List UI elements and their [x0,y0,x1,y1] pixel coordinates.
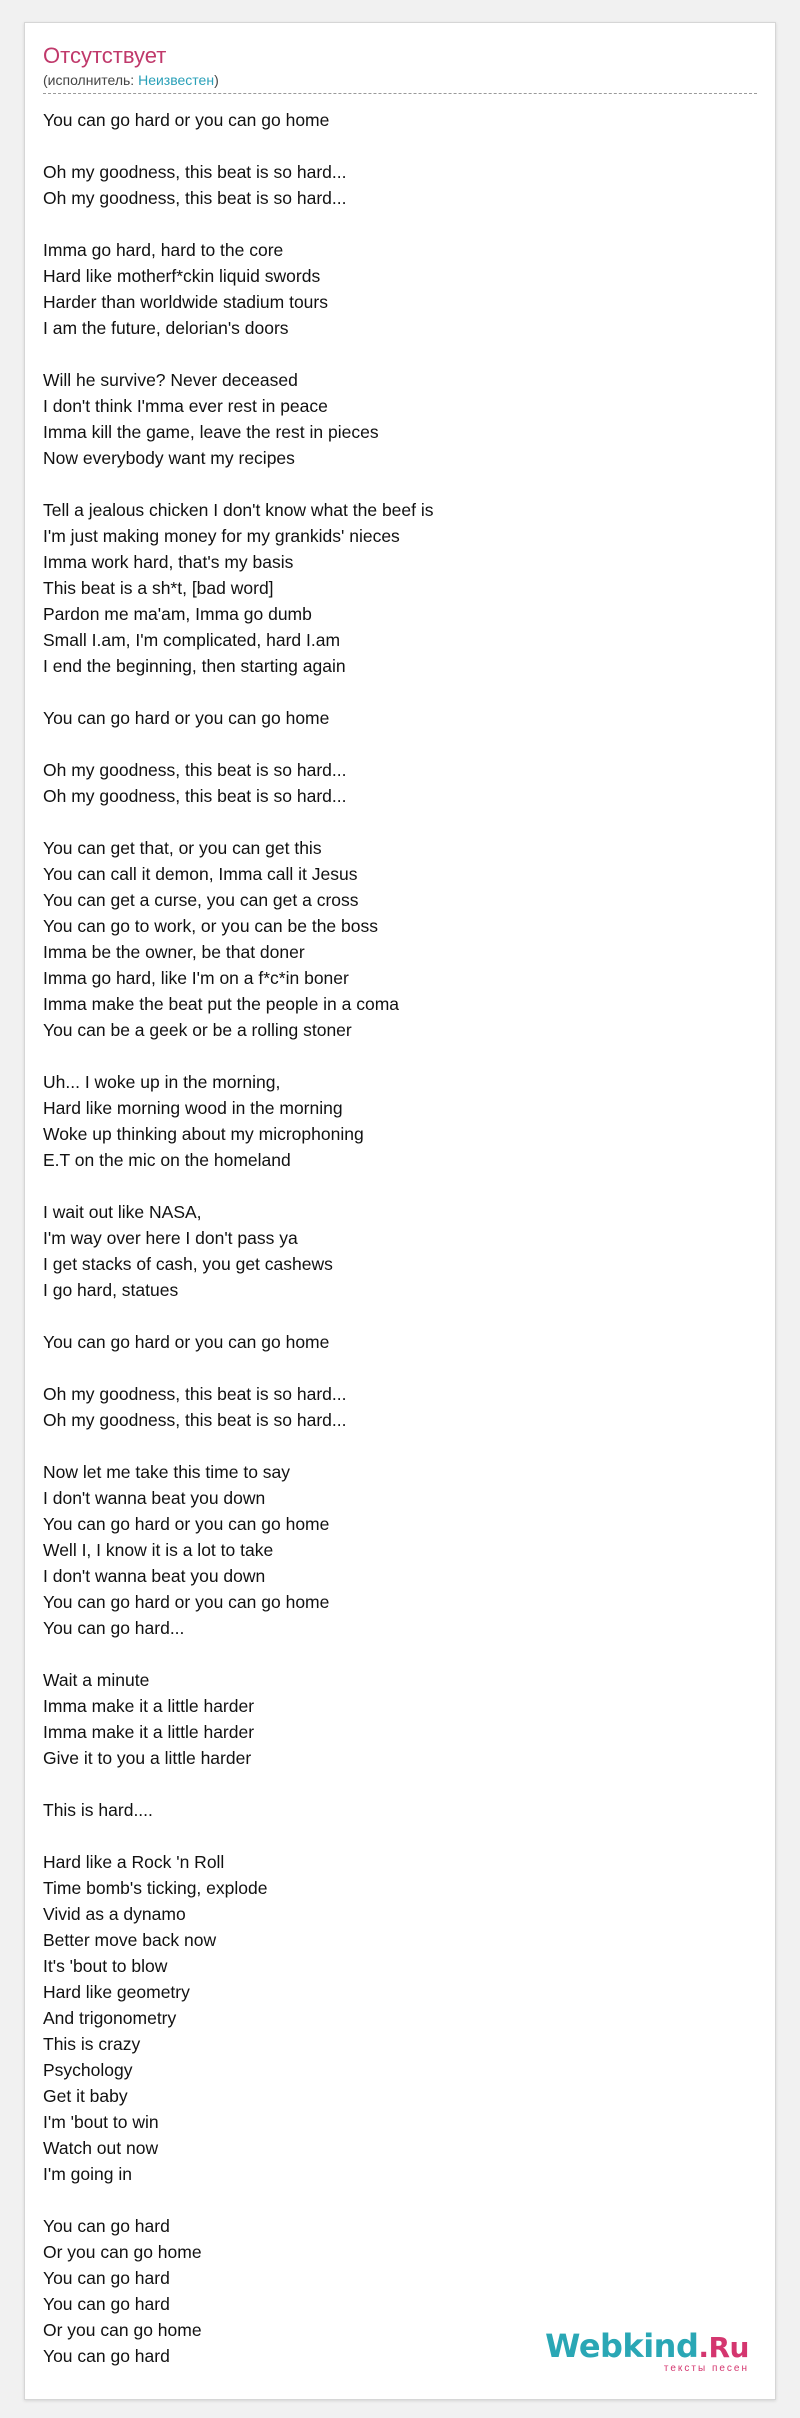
dashed-divider [43,93,757,94]
artist-link[interactable]: Неизвестен [138,72,215,88]
brand-tld: .Ru [698,2331,749,2364]
artist-line [43,71,219,89]
lyrics-text: You can go hard or you can go home Oh my goodness, this beat is so hard... Oh my goodness, this beat is so hard... Imma go hard, hard to the core Hard like motherf*ckin liquid swords Harder than worldwide stadium tours I am the future, delorian's doors Will he survive? Never deceased I don't think I'mma ever rest in peace Imma kill the game, leave the rest in pieces Now everybody want my recipes Tell a jealous chicken I don't know what the beef is I'm just making money for my grankids' nieces Imma work hard, that's my basis This beat is a sh*t, [bad word] Pardon me ma'am, Imma go dumb Small I.am, I'm complicated, hard I.am I end the beginning, then starting again You can go hard or you can go home Oh my goodness, this beat is so hard... Oh my goodness, this beat is so hard... You can get that, or you can get this You can call it demon, Imma call it Jesus You can get a curse, you can get a cross You can go to work, or you can be the boss Imma be the owner, be that doner Imma go hard, like I'm on a f*c*in boner Imma make the beat put the people in a coma You can be a geek or be a rolling stoner Uh... I woke up in the morning, Hard like morning wood in the morning Woke up thinking about my microphoning E.T on the mic on the homeland I wait out like NASA, I'm way over here I don't pass ya I get stacks of cash, you get cashews I go hard, statues You can go hard or you can go home Oh my goodness, this beat is so hard... Oh my goodness, this beat is so hard... Now let me take this time to say I don't wanna beat you down You can go hard or you can go home Well I, I know it is a lot to take I don't wanna beat you down You can go hard or you can go home You can go hard... Wait a minute Imma make it a little harder Imma make it a little harder Give it to you a little harder This is hard.... Hard like a Rock 'n Roll Time bomb's ticking, explode Vivid as a dynamo Better move back now It's 'bout to blow Hard like geometry And trigonometry This is crazy Psychology Get it baby I'm 'bout to win Watch out now I'm going in You can go hard Or you can go home You can go hard You can go hard Or you can go home You can go hard [43,110,434,2366]
song-title: Отсутствует [43,43,167,68]
webkind-logo-link[interactable] [545,2329,749,2375]
lyrics-card [24,22,776,2400]
brand-logo [545,2329,749,2365]
brand-tagline: тексты песен [663,2363,749,2374]
artist-prefix: (исполнитель: [43,72,139,88]
brand-name: Webkind [545,2327,699,2365]
artist-suffix: ) [214,72,219,88]
